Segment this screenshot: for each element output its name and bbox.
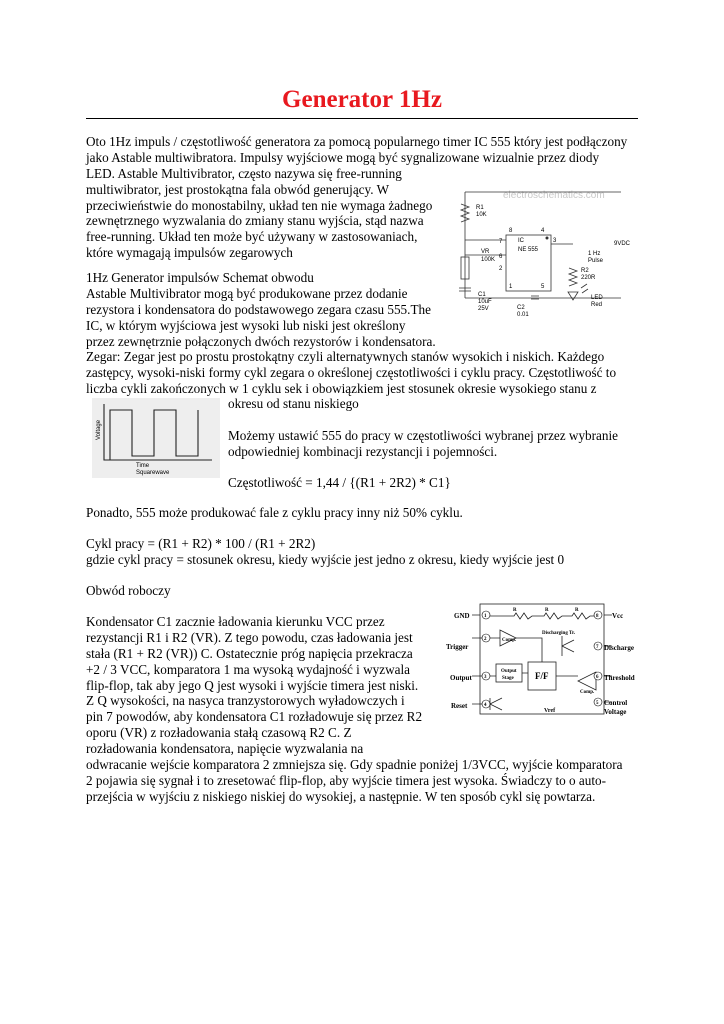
text-line: które wymagają impulsów zegarowych	[86, 245, 293, 261]
pin-1: 1	[509, 284, 513, 290]
text-line: multiwibrator, jest prostokątna fala obwód generujący. W	[86, 181, 390, 197]
text-line: free-running. Układ ten może być używany w zastosowaniach,	[86, 229, 418, 245]
text-line: liczba cykli zakończonych w 1 cyklu sek i obowiązkiem jest stosunek okresie wysokiego stanu z	[86, 380, 597, 396]
text-line: Możemy ustawić 555 do pracy w częstotliwości wybranej przez wybranie	[228, 428, 618, 443]
vr-label: VR	[481, 249, 490, 255]
pin-6: 6	[596, 675, 599, 680]
comparator-label-1: Comp.	[502, 638, 517, 643]
page-title: Generator 1Hz	[282, 86, 442, 113]
watermark-text: electroschematics.com	[503, 190, 605, 201]
text-line: LED. Astable Multivibrator, często nazywa się free-running	[86, 165, 402, 181]
pin-6: 6	[499, 254, 503, 260]
pin-2: 2	[499, 266, 503, 272]
text-line: stała (R1 + R2 (VR)) C. Ostatecznie próg napięcia przekracza	[86, 645, 413, 661]
clock-paragraph	[86, 349, 616, 397]
text-line: przeciwieństwie do monostabilny, układ ten nie wymaga żadnego	[86, 197, 433, 213]
output-label: Output	[450, 674, 472, 682]
r2-value: 220R	[581, 275, 596, 281]
text-line: flip-flop, tak aby jego Q jest wysoki i wyjście timera jest niski.	[86, 677, 419, 693]
pin-3: 3	[553, 238, 557, 244]
text-line: IC, w którym wyjściowa jest wysoki lub niski jest określony	[86, 317, 406, 333]
text-line: 2 pojawia się sygnał i to zresetować flip-flop, aby wyjście timera jest wysoka. Świadczy to o auto-	[86, 772, 607, 788]
resistor-label-1: R	[513, 608, 517, 613]
c1-label: C1	[478, 292, 486, 298]
text-line: oporu (VR) z rozładowania stałą czasową R2 C. Z	[86, 725, 352, 741]
pin-7: 7	[499, 239, 503, 245]
text-line: gdzie cykl pracy = stosunek okresu, kiedy wyjście jest jedno z okresu, kiedy wyjście jest 0	[86, 551, 565, 567]
ic-name: NE 555	[518, 247, 539, 253]
waveform-caption: Squarewave	[136, 470, 170, 476]
pulse-bottom: Pulse	[588, 258, 604, 264]
supply-label: 9VDC	[614, 241, 631, 247]
output-stage-label-2: Stage	[502, 676, 514, 681]
set-frequency-paragraph	[228, 428, 618, 460]
pin-8: 8	[596, 614, 599, 619]
voltage-label: Voltage	[604, 708, 627, 716]
reset-label: Reset	[451, 702, 468, 710]
r1-value: 10K	[476, 212, 487, 218]
text-line: przez zewnętrznie połączonych dwóch rezystorów i kondensatora.	[86, 333, 436, 349]
gnd-label: GND	[454, 612, 470, 620]
duty-cycle-paragraph	[86, 536, 564, 568]
clock-tail-line: okresu od stanu niskiego	[228, 396, 359, 411]
pin-5: 5	[596, 701, 599, 706]
pin-4: 4	[484, 703, 487, 708]
text-line: rozładowania kondensatora, napięcie wyzwalania na	[86, 741, 364, 757]
text-line: jako Astable multiwibratora. Impulsy wyjściowe mogą być sygnalizowane wizualnie przez diody	[86, 149, 600, 165]
working-heading: Obwód roboczy	[86, 583, 171, 598]
text-line: przejścia w wyjściu z niskiego niskiej do wysokiej, a następnie. W ten sposób cykl się powtarza.	[86, 788, 596, 804]
trigger-label: Trigger	[446, 643, 469, 651]
astable-paragraph	[86, 270, 436, 349]
control-label: Control	[604, 699, 628, 707]
vref-label: Vref	[544, 708, 556, 714]
text-line: Z Q wysokości, na nasyca tranzystorowych wyładowczych i	[86, 693, 405, 709]
discharge-label: Discharge	[604, 644, 634, 652]
resistor-label-2: R	[545, 608, 549, 613]
pin-3: 3	[484, 675, 487, 680]
c1-voltage: 25V	[478, 306, 489, 312]
c2-label: C2	[517, 305, 525, 311]
text-line: odpowiedniej kombinacji rezystancji i pojemności.	[228, 443, 498, 459]
block-diagram-figure	[442, 598, 640, 723]
pin-7: 7	[596, 645, 599, 650]
text-line: 1Hz Generator impulsów Schemat obwodu	[86, 270, 314, 285]
vr-value: 100K	[481, 257, 496, 263]
duty-note: Ponadto, 555 może produkować fale z cyklu pracy inny niż 50% cyklu.	[86, 505, 463, 520]
waveform-figure	[92, 398, 220, 478]
flip-flop-label: F/F	[535, 671, 549, 681]
vcc-label: Vcc	[612, 612, 624, 620]
discharging-transistor-label: Discharging Tr.	[542, 631, 575, 636]
text-line: Zegar: Zegar jest po prostu prostokątny czyli alternatywnych stanów wysokich i niskich. Każdego	[86, 349, 605, 364]
text-line: Oto 1Hz impuls / częstotliwość generatora za pomocą popularnego timer IC 555 który jest podłączony	[86, 134, 628, 149]
frequency-formula: Częstotliwość = 1,44 / {(R1 + 2R2) * C1}	[228, 475, 451, 490]
waveform-y-label: Voltage	[96, 419, 102, 440]
ic-label: IC	[518, 238, 524, 244]
c2-value: 0.01	[517, 312, 529, 318]
pin-1: 1	[484, 614, 487, 619]
output-stage-label-1: Output	[501, 669, 517, 674]
pulse-top: 1 Hz	[588, 251, 601, 257]
title-underline	[86, 118, 638, 119]
text-line: Astable Multivibrator mogą być produkowane przez dodanie	[86, 285, 408, 301]
schematic-figure	[451, 180, 633, 325]
resistor-label-3: R	[575, 608, 579, 613]
pin-2: 2	[484, 637, 487, 642]
text-line: rezystora i kondensatora do podstawowego zegara czasu 555.The	[86, 301, 431, 317]
text-line: Cykl pracy = (R1 + R2) * 100 / (R1 + 2R2)	[86, 536, 316, 551]
waveform-x-label: Time	[136, 463, 150, 469]
c1-value: 10uF	[478, 299, 492, 305]
led-color: Red	[591, 302, 603, 308]
text-line: zewnętrznego wyzwalania do zmiany stanu wyjścia, stąd nazwa	[86, 213, 424, 229]
pin-5: 5	[541, 284, 545, 290]
pin-4: 4	[541, 228, 545, 234]
text-line: zastępcy, wysoki-niski formy cykl zegara o określonej częstotliwości i cyklu pracy. Częstotliwość to	[86, 364, 617, 380]
r2-label: R2	[581, 268, 589, 274]
text-line: odwracanie wejście komparatora 2 zmniejsza się. Gdy spadnie poniżej 1/3VCC, wyjście komparatora	[86, 757, 623, 773]
led-label: LED	[591, 295, 603, 301]
comparator-label-2: Comp.	[580, 690, 595, 695]
pin-8: 8	[509, 228, 513, 234]
threshold-label: Threshold	[604, 674, 635, 682]
text-line: +2 / 3 VCC, komparatora 1 ma wysoką wydajność i wyzwala	[86, 661, 410, 677]
text-line: Kondensator C1 zacznie ładowania kierunku VCC przez	[86, 614, 385, 629]
text-line: pin 7 powodów, aby kondensatora C1 rozładowuje się przez R2	[86, 709, 423, 725]
text-line: rezystancji R1 i R2 (VR). Z tego powodu, czas ładowania jest	[86, 629, 413, 645]
r1-label: R1	[476, 205, 484, 211]
